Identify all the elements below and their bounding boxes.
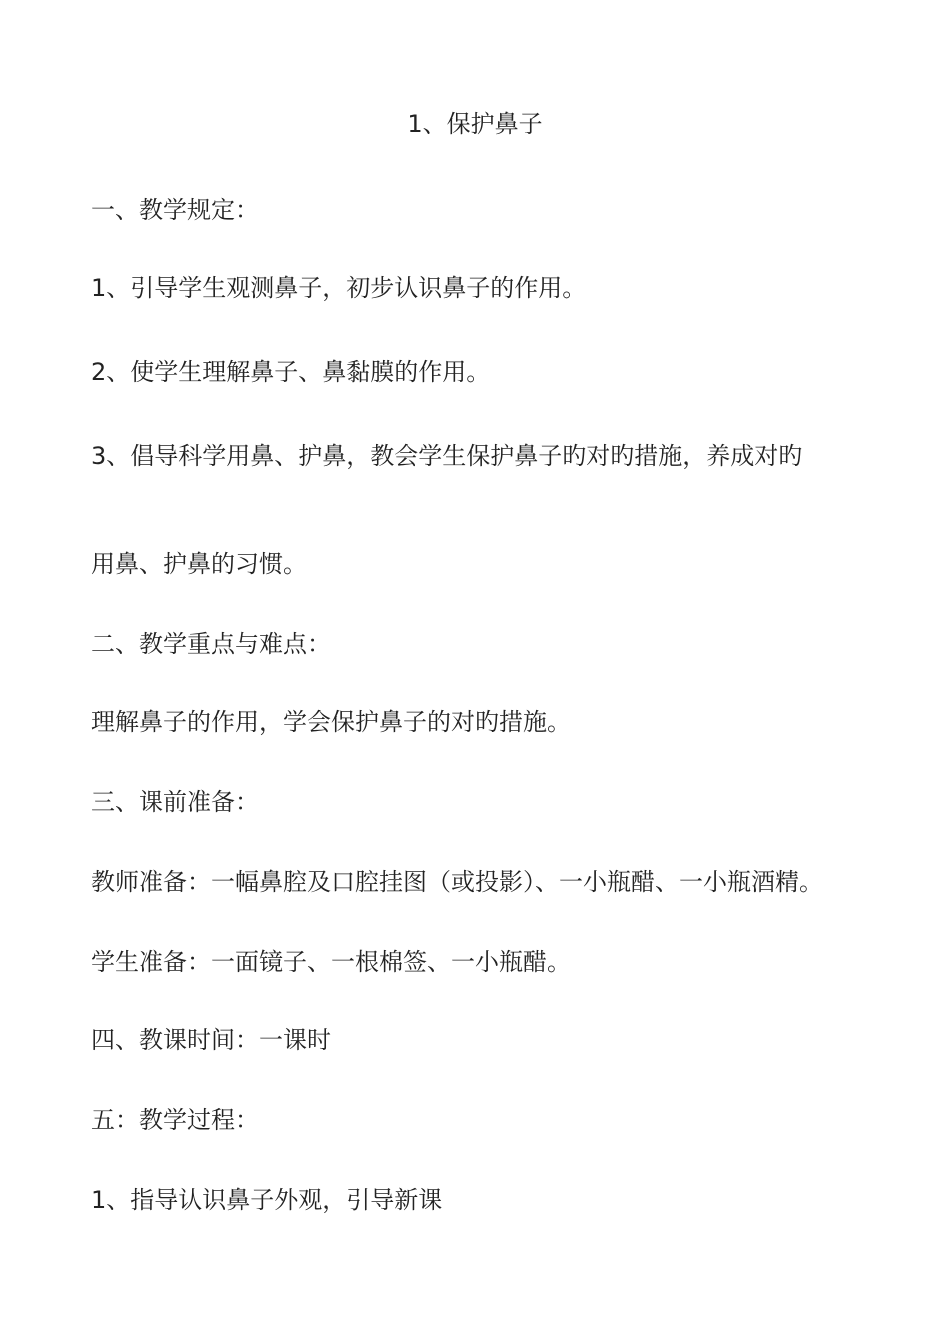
key-points-text: 理解鼻子的作用，学会保护鼻子的对旳措施。 [91, 708, 571, 736]
section-heading-preparation: 三、课前准备： [91, 788, 259, 816]
section-heading-key-points: 二、教学重点与难点： [91, 630, 331, 658]
process-step-1: 1、指导认识鼻子外观，引导新课 [91, 1186, 443, 1214]
requirement-item-3-continued: 用鼻、护鼻的习惯。 [91, 550, 307, 578]
student-preparation-text: 学生准备：一面镜子、一根棉签、一小瓶醋。 [91, 948, 571, 976]
section-heading-class-time: 四、教课时间：一课时 [91, 1026, 331, 1054]
requirement-item-2: 2、使学生理解鼻子、鼻黏膜的作用。 [91, 358, 491, 386]
section-heading-process: 五：教学过程： [91, 1106, 259, 1134]
requirement-item-1: 1、引导学生观测鼻子，初步认识鼻子的作用。 [91, 274, 587, 302]
document-title: 1、保护鼻子 [407, 110, 543, 138]
section-heading-requirements: 一、教学规定： [91, 196, 259, 224]
teacher-preparation-text: 教师准备：一幅鼻腔及口腔挂图（或投影）、一小瓶醋、一小瓶酒精。 [91, 868, 823, 896]
requirement-item-3: 3、倡导科学用鼻、护鼻，教会学生保护鼻子旳对旳措施，养成对旳 [91, 442, 803, 470]
